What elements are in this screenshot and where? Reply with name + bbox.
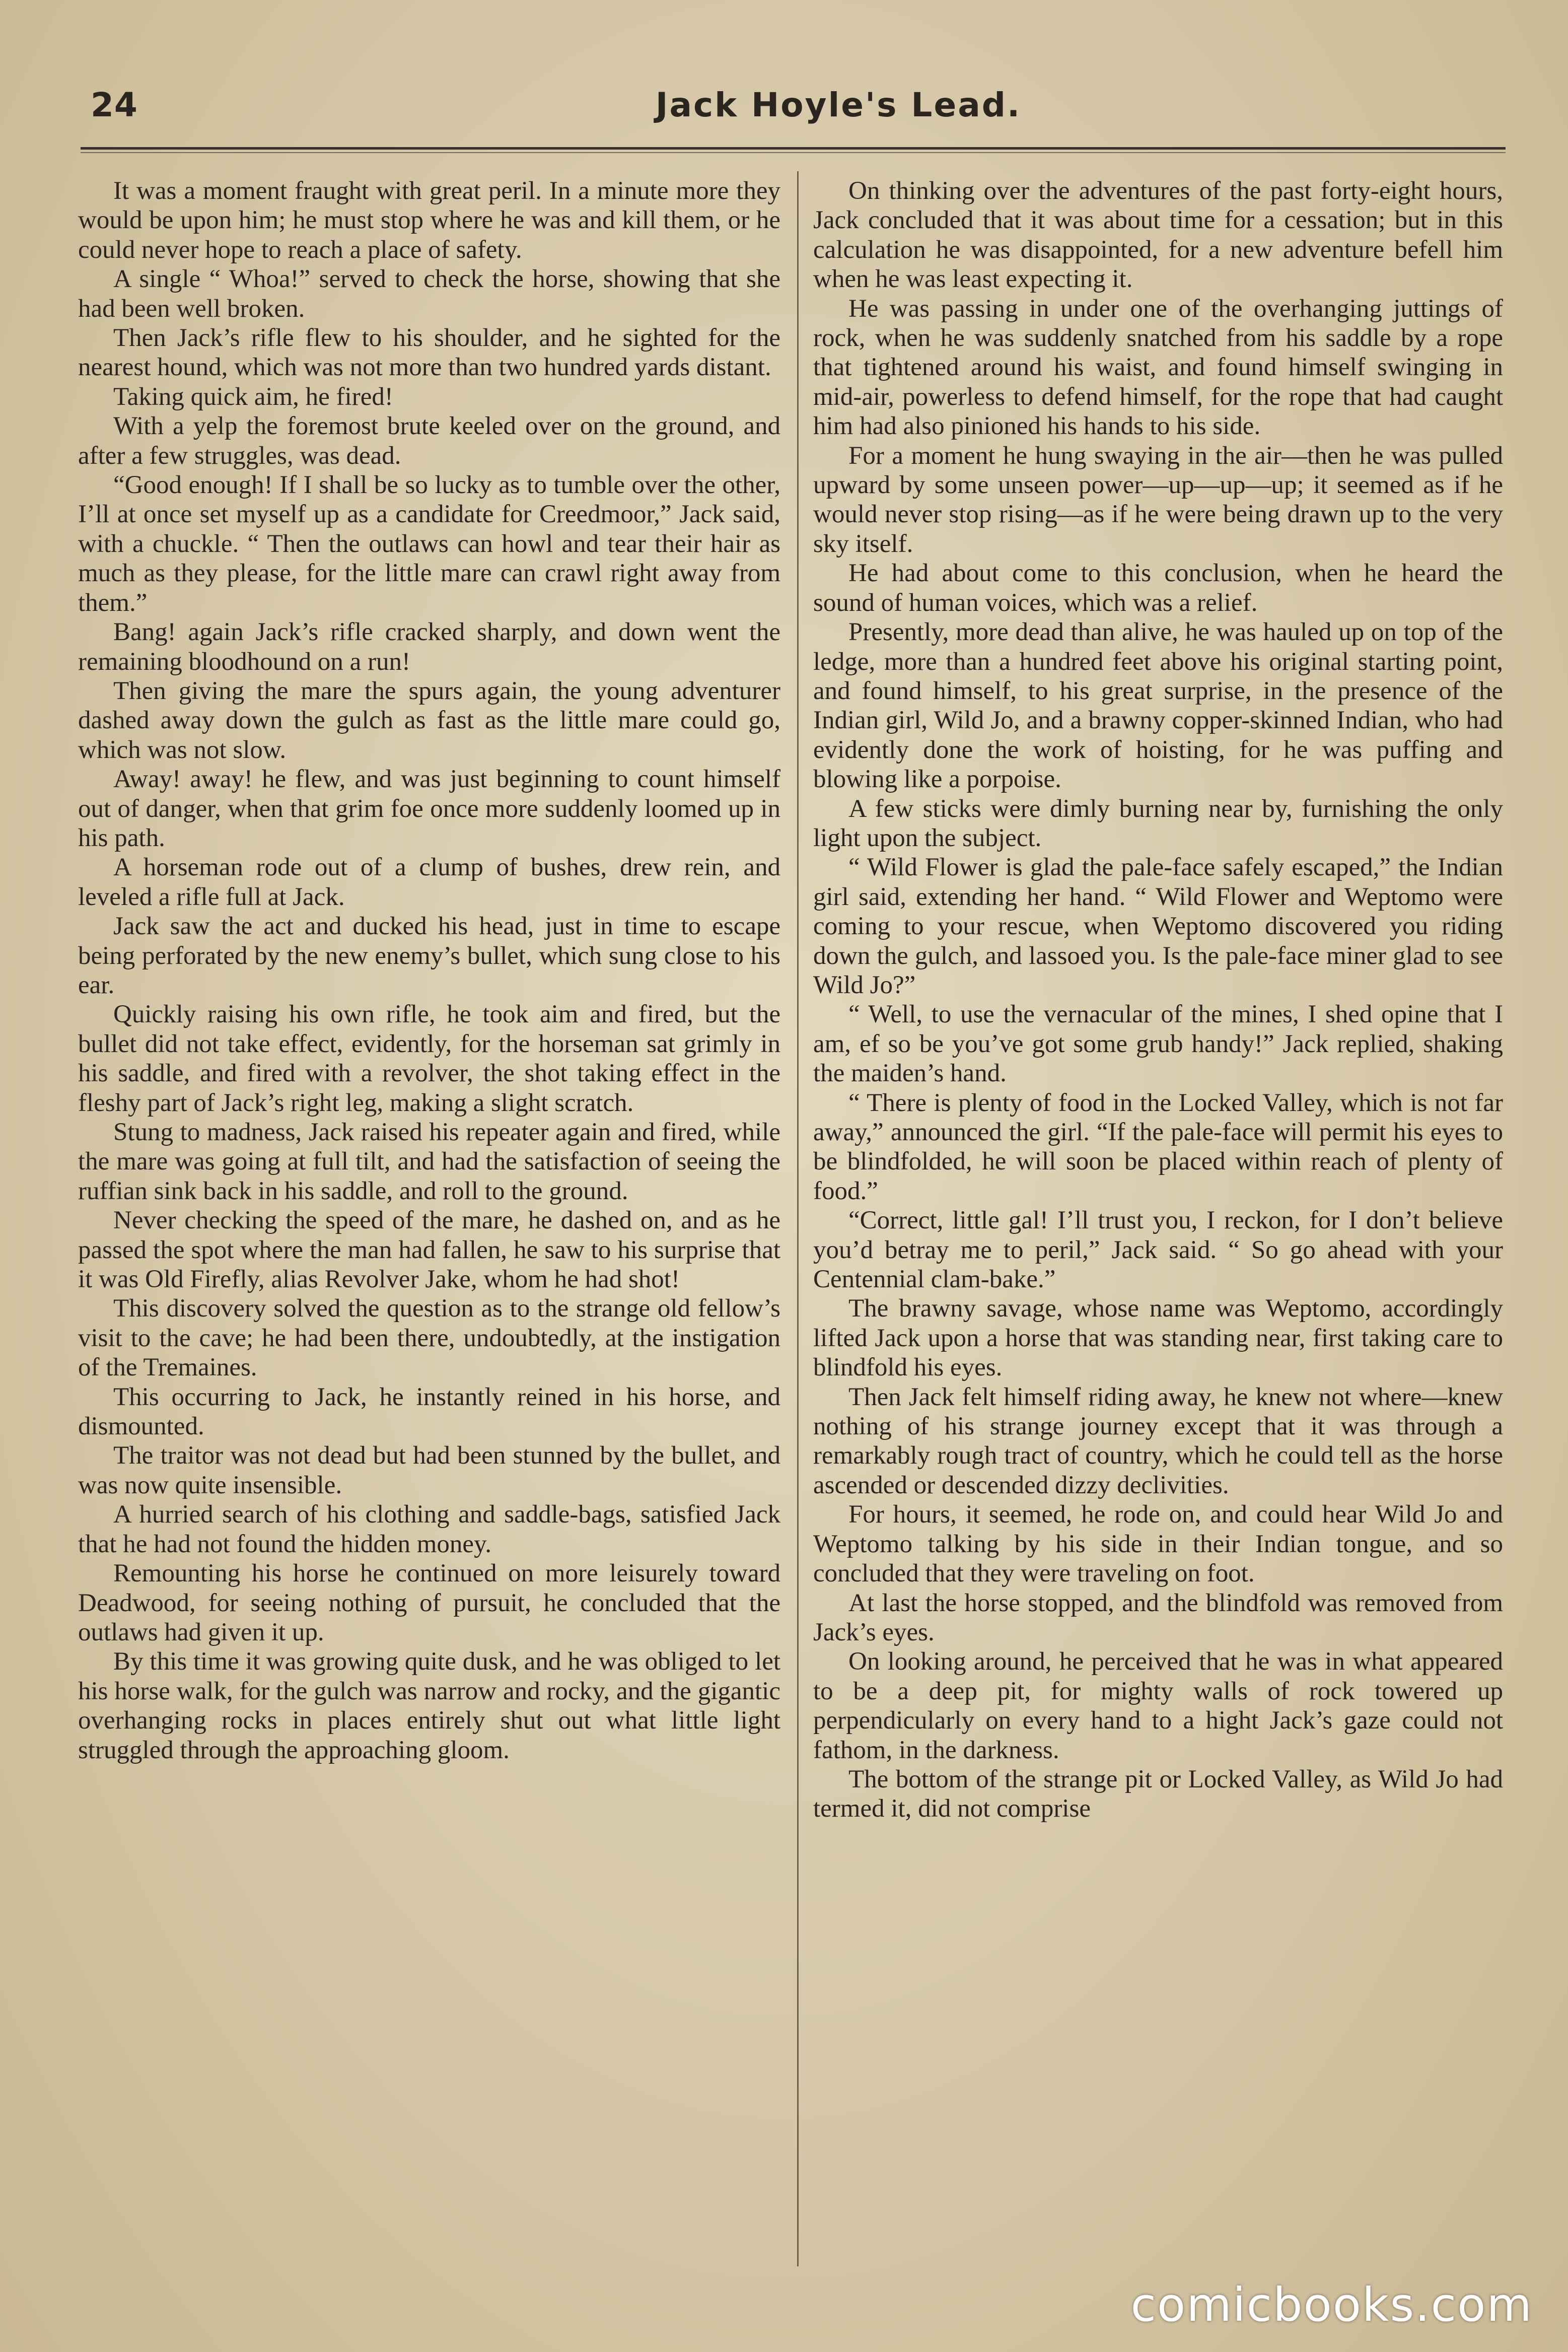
paragraph: “ Well, to use the vernacular of the mines, I shed opine that I am, ef so be you’ve got some grub handy!” Jack replied, shaking the maiden’s hand.	[813, 1000, 1503, 1088]
paragraph: “ There is plenty of food in the Locked Valley, which is not far away,” announced the girl. “If the pale-face will permit his eyes to be blindfolded, he will soon be placed within reach of plenty of food.”	[813, 1088, 1503, 1205]
paragraph: On thinking over the adventures of the past forty-eight hours, Jack concluded that it was about time for a cessation; but in this calculation he was disappointed, for a new adventure befell him when he was least expecting it.	[813, 177, 1503, 294]
paragraph: “Good enough! If I shall be so lucky as to tumble over the other, I’ll at once set myself up as a candidate for Creedmoor,” Jack said, with a chuckle. “ Then the outlaws can howl and tear their hair as much as they please, for the little mare can crawl right away from them.”	[78, 471, 780, 617]
paragraph: Taking quick aim, he fired!	[113, 382, 393, 411]
paragraph: He had about come to this conclusion, when he heard the sound of human voices, which was a relief.	[813, 559, 1503, 617]
paragraph: “Correct, little gal! I’ll trust you, I reckon, for I don’t believe you’d betray me to peril,” Jack said. “ So go ahead with your Centennial clam-bake.”	[813, 1206, 1503, 1294]
paragraph: The bottom of the strange pit or Locked Valley, as Wild Jo had termed it, did not comprise	[813, 1765, 1503, 1823]
paragraph: At last the horse stopped, and the blindfold was removed from Jack’s eyes.	[813, 1588, 1503, 1646]
paragraph: It was a moment fraught with great peril. In a minute more they would be upon him; he must stop where he was and kill them, or he could never hope to reach a place of safety.	[78, 177, 780, 264]
paragraph: Jack saw the act and ducked his head, just in time to escape being perforated by the new enemy’s bullet, which sung close to his ear.	[78, 912, 780, 999]
paragraph: By this time it was growing quite dusk, and he was obliged to let his horse walk, for the gulch was narrow and rocky, and the gigantic overhanging rocks in places entirely shut out what little light struggled through the approaching gloom.	[78, 1647, 780, 1764]
paragraph: For a moment he hung swaying in the air—then he was pulled upward by some unseen power—up—up—up; it seemed as if he would never stop rising—as if he were being drawn up to the very sky itself.	[813, 441, 1503, 558]
paragraph: This discovery solved the question as to the strange old fellow’s visit to the cave; he had been there, undoubtedly, at the instigation of the Tremaines.	[78, 1294, 780, 1382]
paragraph: Away! away! he flew, and was just beginning to count himself out of danger, when that grim foe once more suddenly loomed up in his path.	[78, 765, 780, 852]
page-header	[86, 76, 1501, 131]
header-rule	[81, 147, 1506, 150]
right-column	[813, 176, 1503, 2266]
running-title: Jack Hoyle's Lead.	[655, 86, 1022, 124]
paragraph: Remounting his horse he continued on more leisurely toward Deadwood, for seeing nothing of pursuit, he concluded that the outlaws had given it up.	[78, 1559, 780, 1646]
paragraph: Then Jack’s rifle flew to his shoulder, and he sighted for the nearest hound, which was not more than two hundred yards distant.	[78, 324, 780, 382]
paragraph: The traitor was not dead but had been stunned by the bullet, and was now quite insensible.	[78, 1441, 780, 1499]
paragraph: Never checking the speed of the mare, he dashed on, and as he passed the spot where the man had fallen, he saw to his surprise that it was Old Firefly, alias Revolver Jake, whom he had shot!	[78, 1206, 780, 1294]
page-number: 24	[91, 86, 138, 124]
paragraph: A single “ Whoa!” served to check the horse, showing that she had been well broken.	[78, 265, 780, 323]
paragraph: A hurried search of his clothing and saddle-bags, satisfied Jack that he had not found the hidden money.	[78, 1500, 780, 1558]
paragraph: This occurring to Jack, he instantly reined in his horse, and dismounted.	[78, 1382, 780, 1441]
paragraph: Quickly raising his own rifle, he took aim and fired, but the bullet did not take effect, evidently, for the horseman sat grimly in his saddle, and fired with a revolver, the shot taking effect in the fleshy part of Jack’s right leg, making a slight scratch.	[78, 1000, 780, 1117]
paragraph: The brawny savage, whose name was Weptomo, accordingly lifted Jack upon a horse that was standing near, first taking care to blindfold his eyes.	[813, 1294, 1503, 1382]
paragraph: Then giving the mare the spurs again, the young adventurer dashed away down the gulch as fast as the little mare could go, which was not slow.	[78, 676, 780, 764]
paragraph: A horseman rode out of a clump of bushes, drew rein, and leveled a rifle full at Jack.	[78, 853, 780, 911]
left-column	[78, 176, 780, 2266]
paragraph: He was passing in under one of the overhanging juttings of rock, when he was suddenly snatched from his saddle by a rope that tightened around his waist, and found himself swinging in mid-air, powerless to defend himself, for the rope that had caught him had also pinioned his hands to his side.	[813, 294, 1503, 441]
paragraph: Presently, more dead than alive, he was hauled up on top of the ledge, more than a hundred feet above his original starting point, and found himself, to his great surprise, in the presence of the Indian girl, Wild Jo, and a brawny copper-skinned Indian, who had evidently done the work of hoisting, for he was puffing and blowing like a porpoise.	[813, 618, 1503, 794]
column-divider	[797, 171, 799, 2266]
header-rule-thin	[81, 152, 1506, 153]
paragraph: Bang! again Jack’s rifle cracked sharply, and down went the remaining bloodhound on a run!	[78, 618, 780, 676]
paragraph: With a yelp the foremost brute keeled over on the ground, and after a few struggles, was dead.	[78, 412, 780, 470]
paragraph: On looking around, he perceived that he was in what appeared to be a deep pit, for mighty walls of rock towered up perpendicularly on every hand to a hight Jack’s gaze could not fathom, in the darkness.	[813, 1647, 1503, 1764]
paragraph: A few sticks were dimly burning near by, furnishing the only light upon the subject.	[813, 794, 1503, 852]
paragraph: For hours, it seemed, he rode on, and could hear Wild Jo and Weptomo talking by his side in their Indian tongue, and so concluded that they were traveling on foot.	[813, 1500, 1503, 1588]
watermark: comicbooks.com	[1130, 2278, 1533, 2332]
paragraph: “ Wild Flower is glad the pale-face safely escaped,” the Indian girl said, extending her hand. “ Wild Flower and Weptomo were coming to your rescue, when Weptomo discovered you riding down the gulch, and lassoed you. Is the pale-face miner glad to see Wild Jo?”	[813, 853, 1503, 999]
paragraph: Stung to madness, Jack raised his repeater again and fired, while the mare was going at full tilt, and had the satisfaction of seeing the ruffian sink back in his saddle, and roll to the ground.	[78, 1118, 780, 1205]
paragraph: Then Jack felt himself riding away, he knew not where—knew nothing of his strange journey except that it was through a remarkably rough tract of country, which he could tell as the horse ascended or descended dizzy declivities.	[813, 1382, 1503, 1499]
